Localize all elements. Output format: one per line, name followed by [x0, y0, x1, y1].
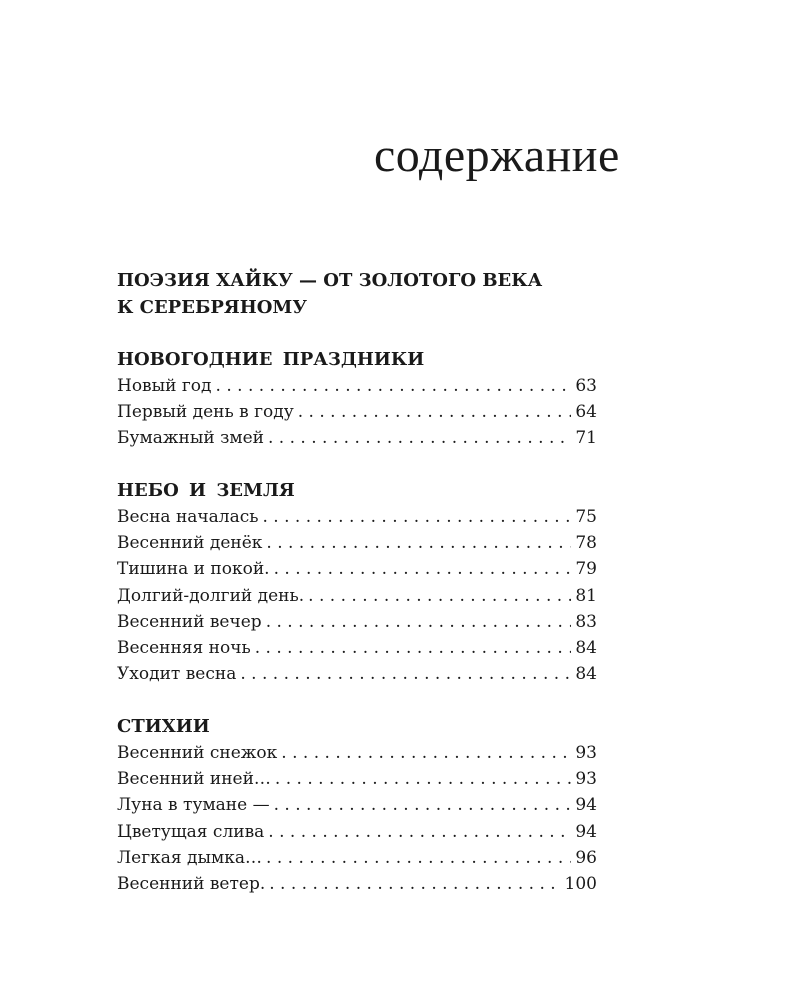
entry-title: Весенняя ночь [117, 637, 251, 658]
intro-heading [117, 267, 597, 321]
dot-leader [274, 556, 572, 582]
dot-leader [255, 635, 572, 661]
toc-entry[interactable] [117, 766, 597, 792]
dot-leader [266, 530, 571, 556]
entry-title: Долгий-долгий день. [117, 585, 305, 606]
entry-page-number: 78 [575, 533, 597, 554]
dot-leader [298, 399, 572, 425]
toc-entry[interactable] [117, 871, 597, 897]
intro-heading-line-1: ПОЭЗИЯ ХАЙКУ — ОТ ЗОЛОТОГО ВЕКА [117, 270, 543, 291]
entry-title: Весенний вечер [117, 611, 262, 632]
entry-page-number: 96 [575, 847, 597, 868]
entry-title: Легкая дымка… [117, 847, 263, 868]
entry-title: Первый день в году [117, 402, 294, 423]
entry-page-number: 93 [575, 743, 597, 763]
dot-leader [263, 504, 572, 530]
toc-entry[interactable] [117, 845, 597, 871]
toc-entry[interactable] [117, 373, 597, 399]
entry-title: Весенний денёк [117, 533, 263, 554]
section-elements [117, 714, 597, 897]
toc-entry[interactable] [117, 399, 597, 425]
section-sky-and-earth [117, 478, 597, 687]
dot-leader [268, 425, 571, 451]
entry-page-number: 64 [575, 402, 597, 423]
toc-entry[interactable] [117, 609, 597, 635]
entry-title: Весенний снежок [117, 743, 278, 763]
entry-title: Тишина и покой. [117, 559, 270, 580]
entry-title: Весна началась [117, 507, 259, 527]
toc-entry[interactable] [117, 425, 597, 451]
toc-entry[interactable] [117, 556, 597, 582]
section-heading: НЕБО И ЗЕМЛЯ [117, 480, 295, 501]
entry-page-number: 81 [575, 585, 597, 606]
dot-leader [268, 819, 571, 845]
dot-leader [308, 583, 571, 609]
entry-title: Новый год [117, 376, 212, 396]
page-title: содержание [374, 129, 620, 183]
entry-title: Уходит весна [117, 664, 237, 685]
toc-entry[interactable] [117, 635, 597, 661]
entry-page-number: 71 [575, 428, 597, 449]
dot-leader [281, 740, 571, 766]
section-heading: СТИХИИ [117, 716, 210, 737]
entry-title: Цветущая слива [117, 821, 265, 842]
entry-page-number: 100 [564, 873, 597, 894]
toc-entry[interactable] [117, 792, 597, 818]
entry-page-number: 79 [575, 559, 597, 580]
dot-leader [274, 792, 572, 818]
entry-title: Бумажный змей [117, 428, 264, 449]
entry-page-number: 75 [575, 507, 597, 527]
entry-page-number: 93 [575, 769, 597, 790]
toc-entry[interactable] [117, 504, 597, 530]
intro-heading-line-2: К СЕРЕБРЯНОМУ [117, 297, 307, 318]
section-new-year [117, 347, 597, 452]
toc-entry[interactable] [117, 740, 597, 766]
dot-leader [240, 661, 571, 687]
entry-page-number: 94 [575, 795, 597, 816]
entry-page-number: 84 [575, 664, 597, 685]
dot-leader [266, 609, 572, 635]
entry-page-number: 63 [575, 376, 597, 396]
entry-page-number: 84 [575, 637, 597, 658]
toc-entry[interactable] [117, 661, 597, 687]
entry-page-number: 83 [575, 611, 597, 632]
dot-leader [216, 373, 572, 399]
toc-entry[interactable] [117, 583, 597, 609]
dot-leader [269, 871, 560, 897]
entry-page-number: 94 [575, 821, 597, 842]
toc-entry[interactable] [117, 530, 597, 556]
entry-title: Луна в тумане — [117, 795, 270, 816]
entry-title: Весенний иней… [117, 769, 271, 790]
dot-leader [275, 766, 571, 792]
entry-title: Весенний ветер. [117, 873, 266, 894]
toc-entry[interactable] [117, 819, 597, 845]
dot-leader [266, 845, 571, 871]
section-heading: НОВОГОДНИЕ ПРАЗДНИКИ [117, 349, 425, 370]
